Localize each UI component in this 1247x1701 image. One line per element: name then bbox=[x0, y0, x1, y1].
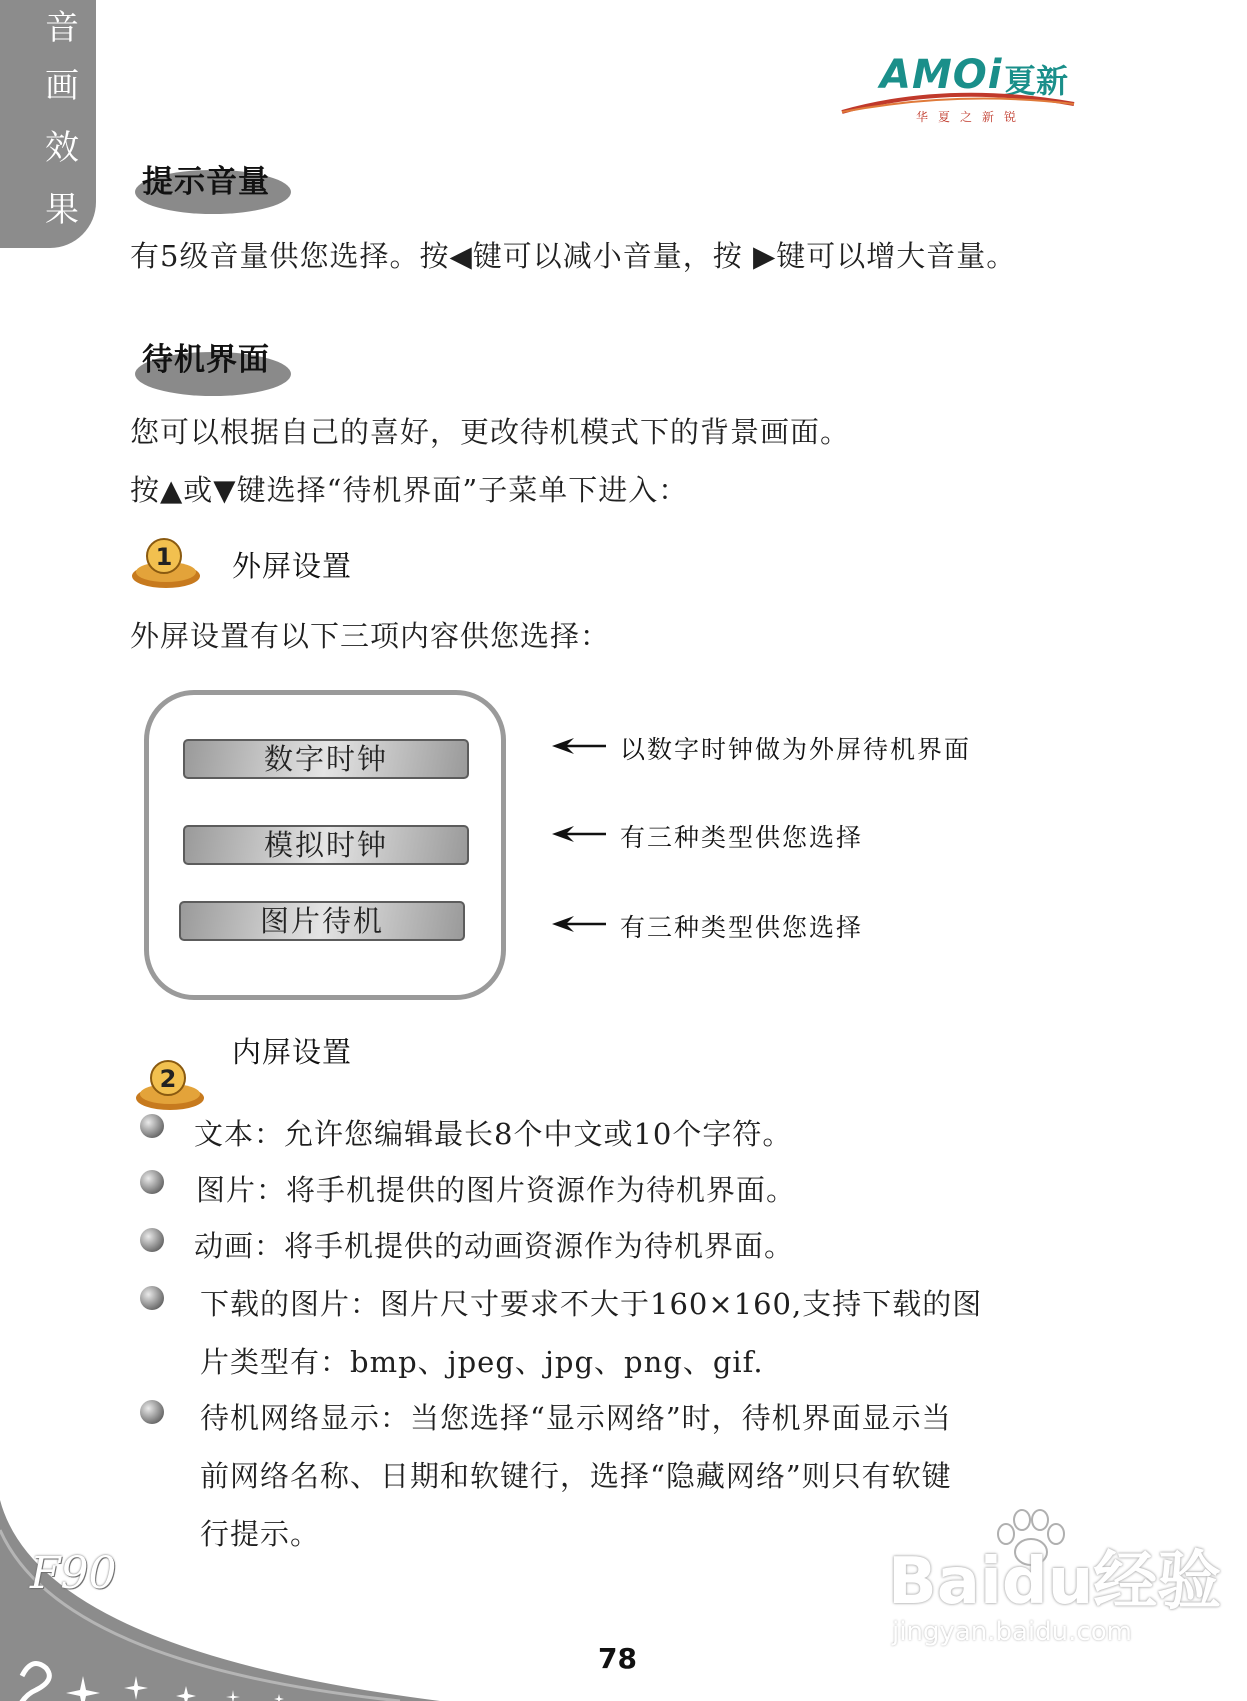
option-picture-standby: 图片待机 bbox=[179, 901, 465, 941]
bullet-icon bbox=[140, 1286, 164, 1310]
brand-logo-cn: 夏新 bbox=[1004, 62, 1069, 100]
inner-item-picture: 图片：将手机提供的图片资源作为待机界面。 bbox=[196, 1173, 797, 1207]
inner-item-text: 文本：允许您编辑最长8个中文或10个字符。 bbox=[194, 1117, 793, 1151]
side-tab-char: 果 bbox=[45, 190, 79, 230]
inner-item-network-line2: 前网络名称、日期和软键行，选择“隐藏网络”则只有软键 bbox=[200, 1459, 952, 1493]
footer-decoration bbox=[0, 1500, 460, 1701]
options-frame bbox=[144, 690, 506, 1000]
option-digital-clock: 数字时钟 bbox=[183, 739, 469, 779]
watermark-logo: Baidu经验 bbox=[888, 1545, 1222, 1619]
number-badge-1-icon bbox=[128, 532, 204, 590]
number-badge-2-icon bbox=[132, 1054, 208, 1112]
left-arrow-icon bbox=[552, 736, 608, 756]
side-tab bbox=[0, 0, 96, 248]
side-tab-char: 效 bbox=[45, 128, 79, 168]
inner-item-animation: 动画：将手机提供的动画资源作为待机界面。 bbox=[194, 1229, 795, 1263]
volume-description: 有5级音量供您选择。按◀键可以减小音量，按 ▶键可以增大音量。 bbox=[130, 239, 1017, 273]
inner-item-download-line2: 片类型有：bmp、jpeg、jpg、png、gif. bbox=[200, 1345, 764, 1379]
option-desc-picture: 有三种类型供您选择 bbox=[620, 913, 864, 942]
outer-screen-intro: 外屏设置有以下三项内容供您选择： bbox=[130, 619, 611, 653]
badge-number: 1 bbox=[155, 543, 173, 571]
section-title-standby: 待机界面 bbox=[142, 342, 270, 378]
outer-screen-title: 外屏设置 bbox=[232, 549, 353, 583]
option-desc-analog: 有三种类型供您选择 bbox=[620, 823, 864, 852]
side-tab-char: 音 bbox=[45, 8, 79, 48]
inner-screen-title: 内屏设置 bbox=[232, 1035, 353, 1069]
left-arrow-icon bbox=[552, 914, 608, 934]
bullet-icon bbox=[140, 1400, 164, 1424]
left-arrow-icon bbox=[552, 824, 608, 844]
standby-instruction: 按▲或▼键选择“待机界面”子菜单下进入： bbox=[130, 473, 689, 507]
option-desc-digital: 以数字时钟做为外屏待机界面 bbox=[620, 735, 972, 764]
model-name: F90 bbox=[30, 1548, 117, 1599]
badge-number: 2 bbox=[159, 1065, 177, 1093]
inner-item-network-line3: 行提示。 bbox=[200, 1517, 321, 1551]
bullet-icon bbox=[140, 1228, 164, 1252]
page-number: 78 bbox=[598, 1642, 637, 1675]
bullet-icon bbox=[140, 1170, 164, 1194]
standby-description: 您可以根据自己的喜好，更改待机模式下的背景画面。 bbox=[130, 415, 851, 449]
option-analog-clock: 模拟时钟 bbox=[183, 825, 469, 865]
inner-item-network-line1: 待机网络显示：当您选择“显示网络”时，待机界面显示当 bbox=[200, 1401, 952, 1435]
brand-logo-text: AMOi bbox=[880, 52, 1003, 98]
watermark-url: jingyan.baidu.com bbox=[892, 1617, 1132, 1647]
brand-slogan: 华夏之新锐 bbox=[916, 110, 1027, 124]
side-tab-char: 画 bbox=[45, 66, 79, 106]
bullet-icon bbox=[140, 1114, 164, 1138]
inner-item-download-line1: 下载的图片：图片尺寸要求不大于160×160,支持下载的图 bbox=[200, 1287, 983, 1321]
section-title-volume: 提示音量 bbox=[142, 164, 270, 200]
